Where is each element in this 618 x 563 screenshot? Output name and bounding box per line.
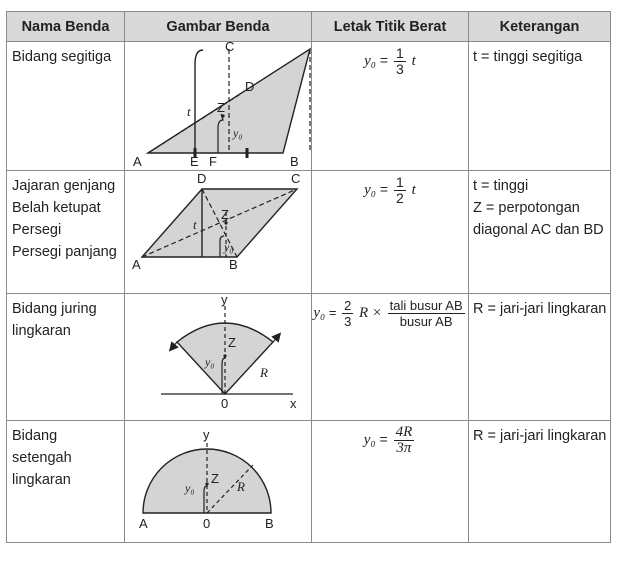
object-name: Persegi: [12, 222, 62, 238]
label-r: R: [260, 365, 268, 380]
label-y: y: [203, 427, 210, 442]
label-t: t: [193, 217, 197, 232]
formula-cell: [312, 42, 469, 171]
label-c: C: [291, 171, 301, 186]
formula-parallelogram: y₀ = $\frac{1}{2}$ t: [364, 174, 416, 206]
label-c: C: [225, 42, 235, 54]
fraction-chord-arc: [388, 298, 465, 329]
label-a: A: [132, 257, 141, 272]
label-e: E: [190, 154, 199, 169]
figure-cell: [125, 294, 312, 421]
fraction: [342, 298, 353, 329]
fraction-denominator: 2: [395, 190, 404, 206]
fraction-numerator: 1: [395, 45, 404, 61]
label-y: y: [221, 294, 228, 307]
name-cell: [7, 171, 125, 294]
centroid-z: [223, 354, 226, 357]
semicircle-figure: [125, 421, 312, 542]
label-z: Z: [228, 335, 236, 350]
figure-cell: [125, 421, 312, 543]
note-cell: [469, 294, 611, 421]
sector-figure: [125, 294, 312, 420]
table-row: [7, 171, 611, 294]
fraction-numerator: 2: [344, 298, 352, 313]
label-d: D: [197, 171, 207, 186]
fraction-denominator: 3: [395, 61, 404, 77]
note-line: R = jari-jari lingkaran: [473, 428, 607, 444]
header-keterangan: Keterangan: [469, 12, 611, 42]
label-d: D: [245, 79, 255, 94]
formula-lhs: y₀: [363, 432, 376, 449]
center-of-mass-table: [6, 11, 611, 543]
table-row: [7, 294, 611, 421]
fraction-denominator: 3π: [396, 440, 412, 456]
note-line: diagonal AC dan BD: [473, 222, 604, 238]
fraction-numerator: 1: [395, 174, 404, 190]
label-y0: y₀: [205, 355, 215, 369]
label-t: t: [187, 104, 191, 119]
label-x: x: [290, 396, 297, 411]
label-b: B: [265, 516, 274, 531]
object-name: Bidang juring: [12, 301, 97, 317]
note-line: R = jari-jari lingkaran: [473, 301, 607, 317]
formula-lhs: y₀: [364, 53, 377, 70]
label-z: Z: [211, 471, 219, 486]
object-name: Belah ketupat: [12, 200, 101, 216]
header-letak-titik-berat: Letak Titik Berat: [312, 12, 469, 42]
object-name: Persegi panjang: [12, 244, 117, 260]
label-a: A: [139, 516, 148, 531]
fraction-denominator: busur AB: [399, 314, 453, 329]
formula-cell: [312, 171, 469, 294]
arrow-right: [273, 336, 278, 342]
note-line: t = tinggi segitiga: [473, 49, 583, 65]
label-r: R: [237, 479, 245, 494]
fraction-numerator: 4R: [395, 424, 413, 440]
label-z: Z: [217, 100, 225, 115]
object-name: setengah: [12, 450, 72, 466]
formula-lhs: y₀: [364, 182, 377, 199]
formula-cell: [312, 421, 469, 543]
name-cell: [7, 294, 125, 421]
fraction: [394, 46, 406, 77]
table-row: [7, 421, 611, 543]
object-name: Bidang segitiga: [12, 49, 112, 65]
object-name: Bidang: [12, 428, 58, 444]
label-b: B: [290, 154, 299, 169]
header-row: [7, 12, 611, 42]
label-origin: 0: [203, 516, 211, 531]
label-y0: y₀: [185, 481, 195, 495]
label-y0: y₀: [224, 240, 234, 254]
label-f: F: [209, 154, 217, 169]
formula-variable: t: [411, 182, 416, 199]
triangle-figure: [125, 42, 312, 170]
formula-sector: y₀ = $\frac{2}{3}$ R × $\frac{\text{tali busur AB}}{\text{busur AB}}$: [313, 298, 463, 329]
parallelogram-figure: [125, 171, 312, 293]
formula-semicircle: y₀ = $\frac{4R}{3\pi}$: [363, 424, 413, 456]
table-row: [7, 42, 611, 171]
fraction-denominator: 3: [344, 314, 352, 329]
fraction: [394, 175, 406, 206]
label-y0: y₀: [233, 126, 243, 140]
note-cell: [469, 42, 611, 171]
arrow-left: [172, 342, 177, 348]
label-b: B: [229, 257, 238, 272]
object-name: Jajaran genjang: [12, 178, 116, 194]
centroid-z: [205, 482, 208, 485]
note-cell: [469, 421, 611, 543]
note-line: Z = perpotongan: [473, 200, 580, 216]
note-cell: [469, 171, 611, 294]
header-gambar-benda: Gambar Benda: [125, 12, 312, 42]
formula-cell: [312, 294, 469, 421]
label-origin: 0: [221, 396, 229, 411]
object-name: lingkaran: [12, 472, 71, 488]
figure-cell: [125, 171, 312, 294]
name-cell: [7, 42, 125, 171]
figure-cell: [125, 42, 312, 171]
formula-lhs: y₀: [313, 304, 326, 321]
label-z: Z: [221, 207, 229, 222]
formula-variable: R ×: [358, 304, 382, 321]
note-line: t = tinggi: [473, 178, 529, 194]
fraction-numerator: tali busur AB: [389, 298, 463, 313]
name-cell: [7, 421, 125, 543]
header-nama-benda: Nama Benda: [7, 12, 125, 42]
object-name: lingkaran: [12, 323, 71, 339]
formula-variable: t: [411, 53, 416, 70]
label-a: A: [133, 154, 142, 169]
formula-triangle: y₀ = $\frac{1}{3}$ t: [364, 45, 416, 77]
fraction: [394, 425, 415, 456]
